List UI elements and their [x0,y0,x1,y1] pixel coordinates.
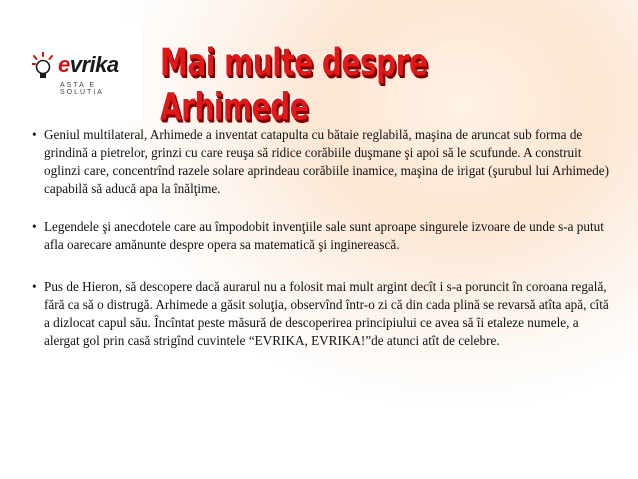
logo-tagline: ASTA E SOLUTIA [60,82,104,96]
bullet-inventions: • Geniul multilateral, Arhimede a inventat catapulta cu bătaie reglabilă, maşina de aruncat sub forma de grindină a pietrelor, grinzi cu care reuşa să ridice corăbiile duşmane şi apoi să le scufunde. A construit oglinzi care, concentrînd razele solare aprindeau corăbiile inamice, maşina de irigat (şurubul lui Arhimede) capabilă să aducă apa la înălţime. [32,126,612,198]
evrika-logo [24,22,142,120]
bullet-list [32,126,612,350]
bullet-evrika-story: • Pus de Hieron, să descopere dacă aurarul nu a folosit mai mult argint decît i s-a poruncit în coroana regală, fără ca să o distrugă. Arhimede a găsit soluţia, observînd într-o zi că din cada plină se revarsă atîta apă, cîtă a dizlocat capul său. Încîntat peste măsură de descoperirea principiului ce avea să îi etaleze numele, a alergat gol prin casă strigînd cuvintele “EVRIKA, EVRIKA!”de atunci atît de celebre. [32,278,612,350]
lightbulb-icon [32,52,54,82]
bullet-legends: • Legendele şi anecdotele care au împodobit invenţiile sale sunt aproape singurele izvoare de unde s-a putut afla oarecare amănunte despre opera sa matematică şi inginerească. [32,218,612,254]
slide-title: Mai multe despre Arhimede [160,40,428,130]
logo-wordmark-e: e [58,52,70,77]
logo-wordmark-rest: vrika [69,52,119,77]
logo-wordmark [58,52,119,78]
